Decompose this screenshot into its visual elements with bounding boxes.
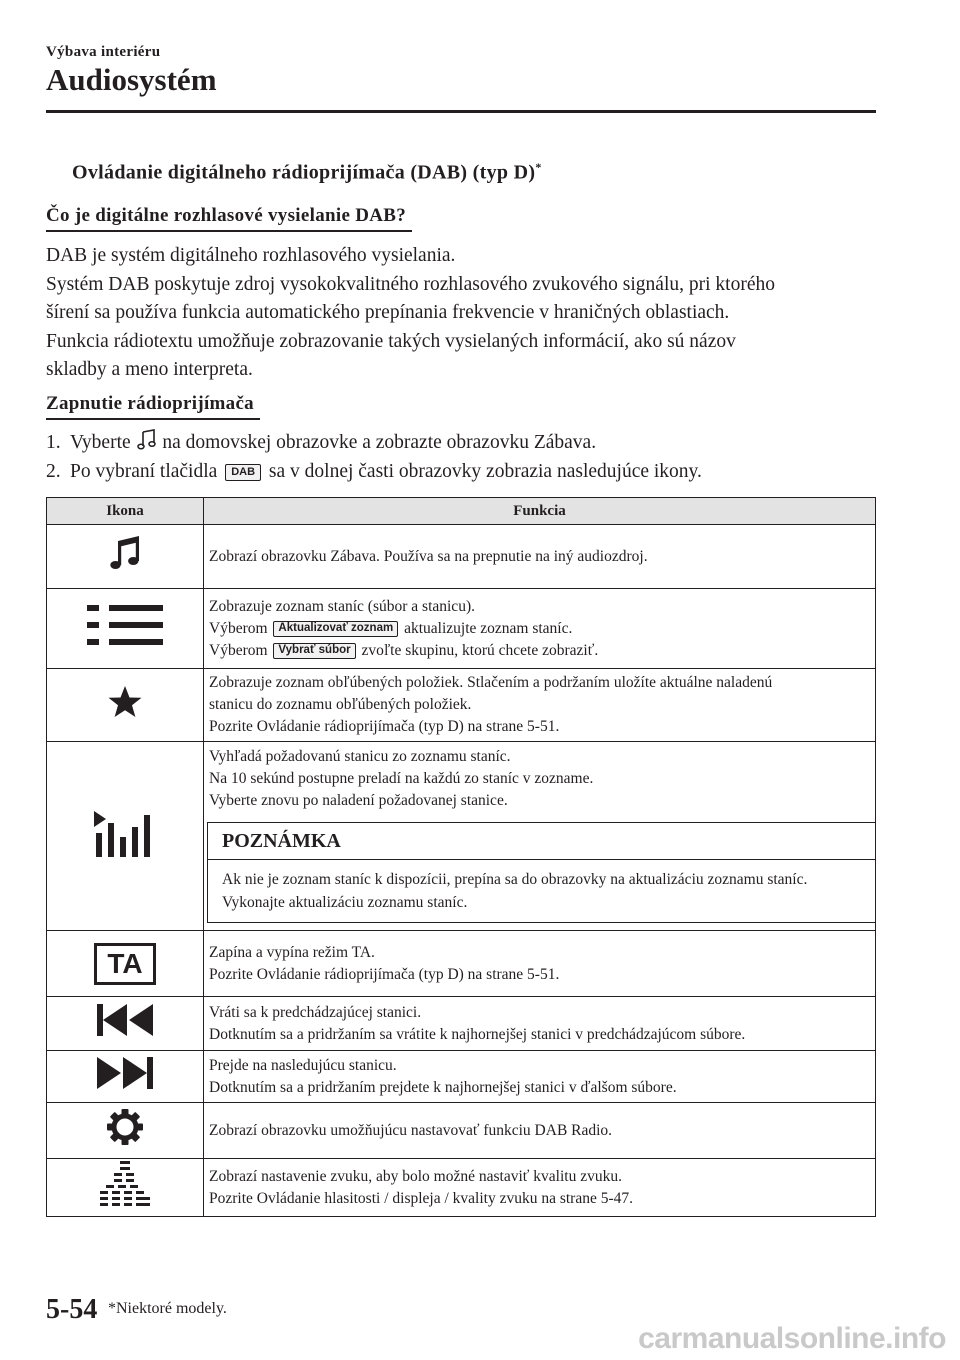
note-text: Ak nie je zoznam staníc k dispozícii, prepína sa do obrazovky na aktualizáciu zoznamu staníc. Vykonajte aktualizáciu zoznamu staníc. xyxy=(222,870,808,911)
note-title: POZNÁMKA xyxy=(208,823,875,860)
subheading-turn-on xyxy=(46,393,254,415)
icon-function-table xyxy=(46,497,876,1217)
subheading-underline xyxy=(46,418,260,420)
table-header-row xyxy=(47,498,876,525)
intro-paragraph xyxy=(46,242,886,385)
description-line: Prejde na nasledujúcu stanicu. xyxy=(209,1056,397,1074)
description-line: Zobrazí obrazovku umožňujúcu nastavovať funkciu DAB Radio. xyxy=(209,1121,613,1139)
music-note-icon xyxy=(105,533,145,573)
step-text-after: na domovskej obrazovke a zobrazte obrazovku Zábava. xyxy=(162,432,597,453)
intro-line: Systém DAB poskytuje zdroj vysokokvalitného rozhlasového zvukového signálu, pri ktorého xyxy=(46,273,775,295)
footnote: *Niektoré modely. xyxy=(108,1300,227,1317)
step-text-before: Po vybraní tlačidla xyxy=(70,461,218,482)
intro-line: skladby a meno interpreta. xyxy=(46,359,253,380)
description-line: Pozrite Ovládanie rádioprijímača (typ D) na strane 5-51. xyxy=(209,718,560,735)
description-line: Na 10 sekúnd postupne preladí na každú zo staníc v zozname. xyxy=(209,769,594,787)
column-header-function: Funkcia xyxy=(204,498,876,525)
table-row xyxy=(47,669,876,742)
icon-cell xyxy=(47,525,204,589)
description-line: Pozrite Ovládanie hlasitosti / displeja / kvality zvuku na strane 5-47. xyxy=(209,1189,634,1207)
description-cell xyxy=(204,931,876,997)
step-text-before: Vyberte xyxy=(70,432,131,453)
steps-list xyxy=(46,428,886,486)
section-title xyxy=(72,160,542,185)
description-line: Zapína a vypína režim TA. xyxy=(209,943,375,961)
step-text-after: sa v dolnej časti obrazovky zobrazia nasledujúce ikony. xyxy=(268,461,702,482)
table-row xyxy=(47,931,876,997)
table-row xyxy=(47,1051,876,1103)
description-cell xyxy=(204,1051,876,1103)
table-row xyxy=(47,997,876,1051)
icon-cell xyxy=(47,1103,204,1159)
intro-line: Funkcia rádiotextu umožňuje zobrazovanie takých vysielaných informácií, ako sú názov xyxy=(46,330,736,352)
icon-cell xyxy=(47,669,204,742)
star-icon xyxy=(107,684,143,720)
note-body xyxy=(208,860,875,922)
description-line: Vyberte znovu po naladení požadovanej stanice. xyxy=(209,791,508,809)
step-number: 1. xyxy=(46,432,61,453)
description-cell xyxy=(204,589,876,669)
description-line: Zobrazí obrazovku Zábava. Používa sa na prepnutie na iný audiozdroj. xyxy=(209,547,648,565)
description-line: Pozrite Ovládanie rádioprijímača (typ D) na strane 5-51. xyxy=(209,965,560,983)
page-number: 5-54 xyxy=(46,1294,98,1325)
description-cell xyxy=(204,1159,876,1217)
page-title: Audiosystém xyxy=(46,62,217,97)
text-before: Výberom xyxy=(209,619,268,637)
description-line xyxy=(209,640,875,662)
previous-icon xyxy=(95,1004,155,1036)
step-2 xyxy=(46,457,886,486)
description-cell xyxy=(204,525,876,589)
gear-icon xyxy=(106,1108,144,1146)
select-ensemble-button-badge: Vybrať súbor xyxy=(273,643,355,659)
text-before: Výberom xyxy=(209,641,268,659)
text-after: zvoľte skupinu, ktorú chcete zobraziť. xyxy=(361,641,599,659)
subheading-what-is-dab xyxy=(46,205,406,227)
table-row xyxy=(47,742,876,931)
description-line: Zobrazuje zoznam staníc (súbor a stanicu). xyxy=(209,597,475,615)
description-cell xyxy=(204,742,876,931)
description-cell xyxy=(204,1103,876,1159)
icon-cell xyxy=(47,1159,204,1217)
description-line xyxy=(209,618,875,640)
watermark: carmanualsonline.info xyxy=(638,1322,946,1355)
text-after: aktualizujte zoznam staníc. xyxy=(404,619,573,637)
ta-icon: TA xyxy=(94,943,156,985)
description-cell xyxy=(204,997,876,1051)
subheading-text: Zapnutie rádioprijímača xyxy=(46,393,254,414)
step-number: 2. xyxy=(46,461,61,482)
icon-cell xyxy=(47,589,204,669)
description-line: Vyhľadá požadovanú stanicu zo zoznamu staníc. xyxy=(209,747,511,765)
subheading-text: Čo je digitálne rozhlasové vysielanie DAB? xyxy=(46,205,407,226)
column-header-icon: Ikona xyxy=(47,498,204,525)
description-line: stanicu do zoznamu obľúbených položiek. xyxy=(209,696,472,713)
description-cell xyxy=(204,669,876,742)
table-row xyxy=(47,1103,876,1159)
update-list-button-badge: Aktualizovať zoznam xyxy=(273,621,398,637)
icon-cell xyxy=(47,931,204,997)
table-row xyxy=(47,1159,876,1217)
description-line: Zobrazí nastavenie zvuku, aby bolo možné nastaviť kvalitu zvuku. xyxy=(209,1167,622,1185)
table-row xyxy=(47,525,876,589)
note-box xyxy=(207,822,876,923)
header-divider xyxy=(46,110,876,113)
table-row xyxy=(47,589,876,669)
header-category: Výbava interiéru xyxy=(46,44,161,60)
next-icon xyxy=(95,1057,155,1089)
description-line: Vráti sa k predchádzajúcej stanici. xyxy=(209,1003,422,1021)
intro-line: DAB je systém digitálneho rozhlasového vysielania. xyxy=(46,245,456,266)
music-note-icon xyxy=(136,428,158,452)
icon-cell xyxy=(47,742,204,931)
step-1 xyxy=(46,428,886,457)
scan-icon xyxy=(94,809,156,857)
description-line: Zobrazuje zoznam obľúbených položiek. Stlačením a podržaním uložíte aktuálne naladenú xyxy=(209,674,773,691)
section-title-text: Ovládanie digitálneho rádioprijímača (DAB) (typ D) xyxy=(72,161,536,184)
dab-button-badge: DAB xyxy=(225,464,261,481)
description-line: Dotknutím sa a pridržaním prejdete k najhornejšej stanici v ďalšom súbore. xyxy=(209,1078,677,1096)
icon-cell xyxy=(47,1051,204,1103)
subheading-underline xyxy=(46,230,412,232)
icon-cell xyxy=(47,997,204,1051)
sound-settings-icon xyxy=(98,1161,152,1207)
description-line: Dotknutím sa a pridržaním sa vrátite k najhornejšej stanici v predchádzajúcom súbore. xyxy=(209,1025,746,1043)
intro-line: šírení sa používa funkcia automatického prepínania frekvencie v hraničných oblastiach. xyxy=(46,302,730,323)
section-asterisk: * xyxy=(535,160,542,174)
station-list-icon xyxy=(85,603,165,647)
